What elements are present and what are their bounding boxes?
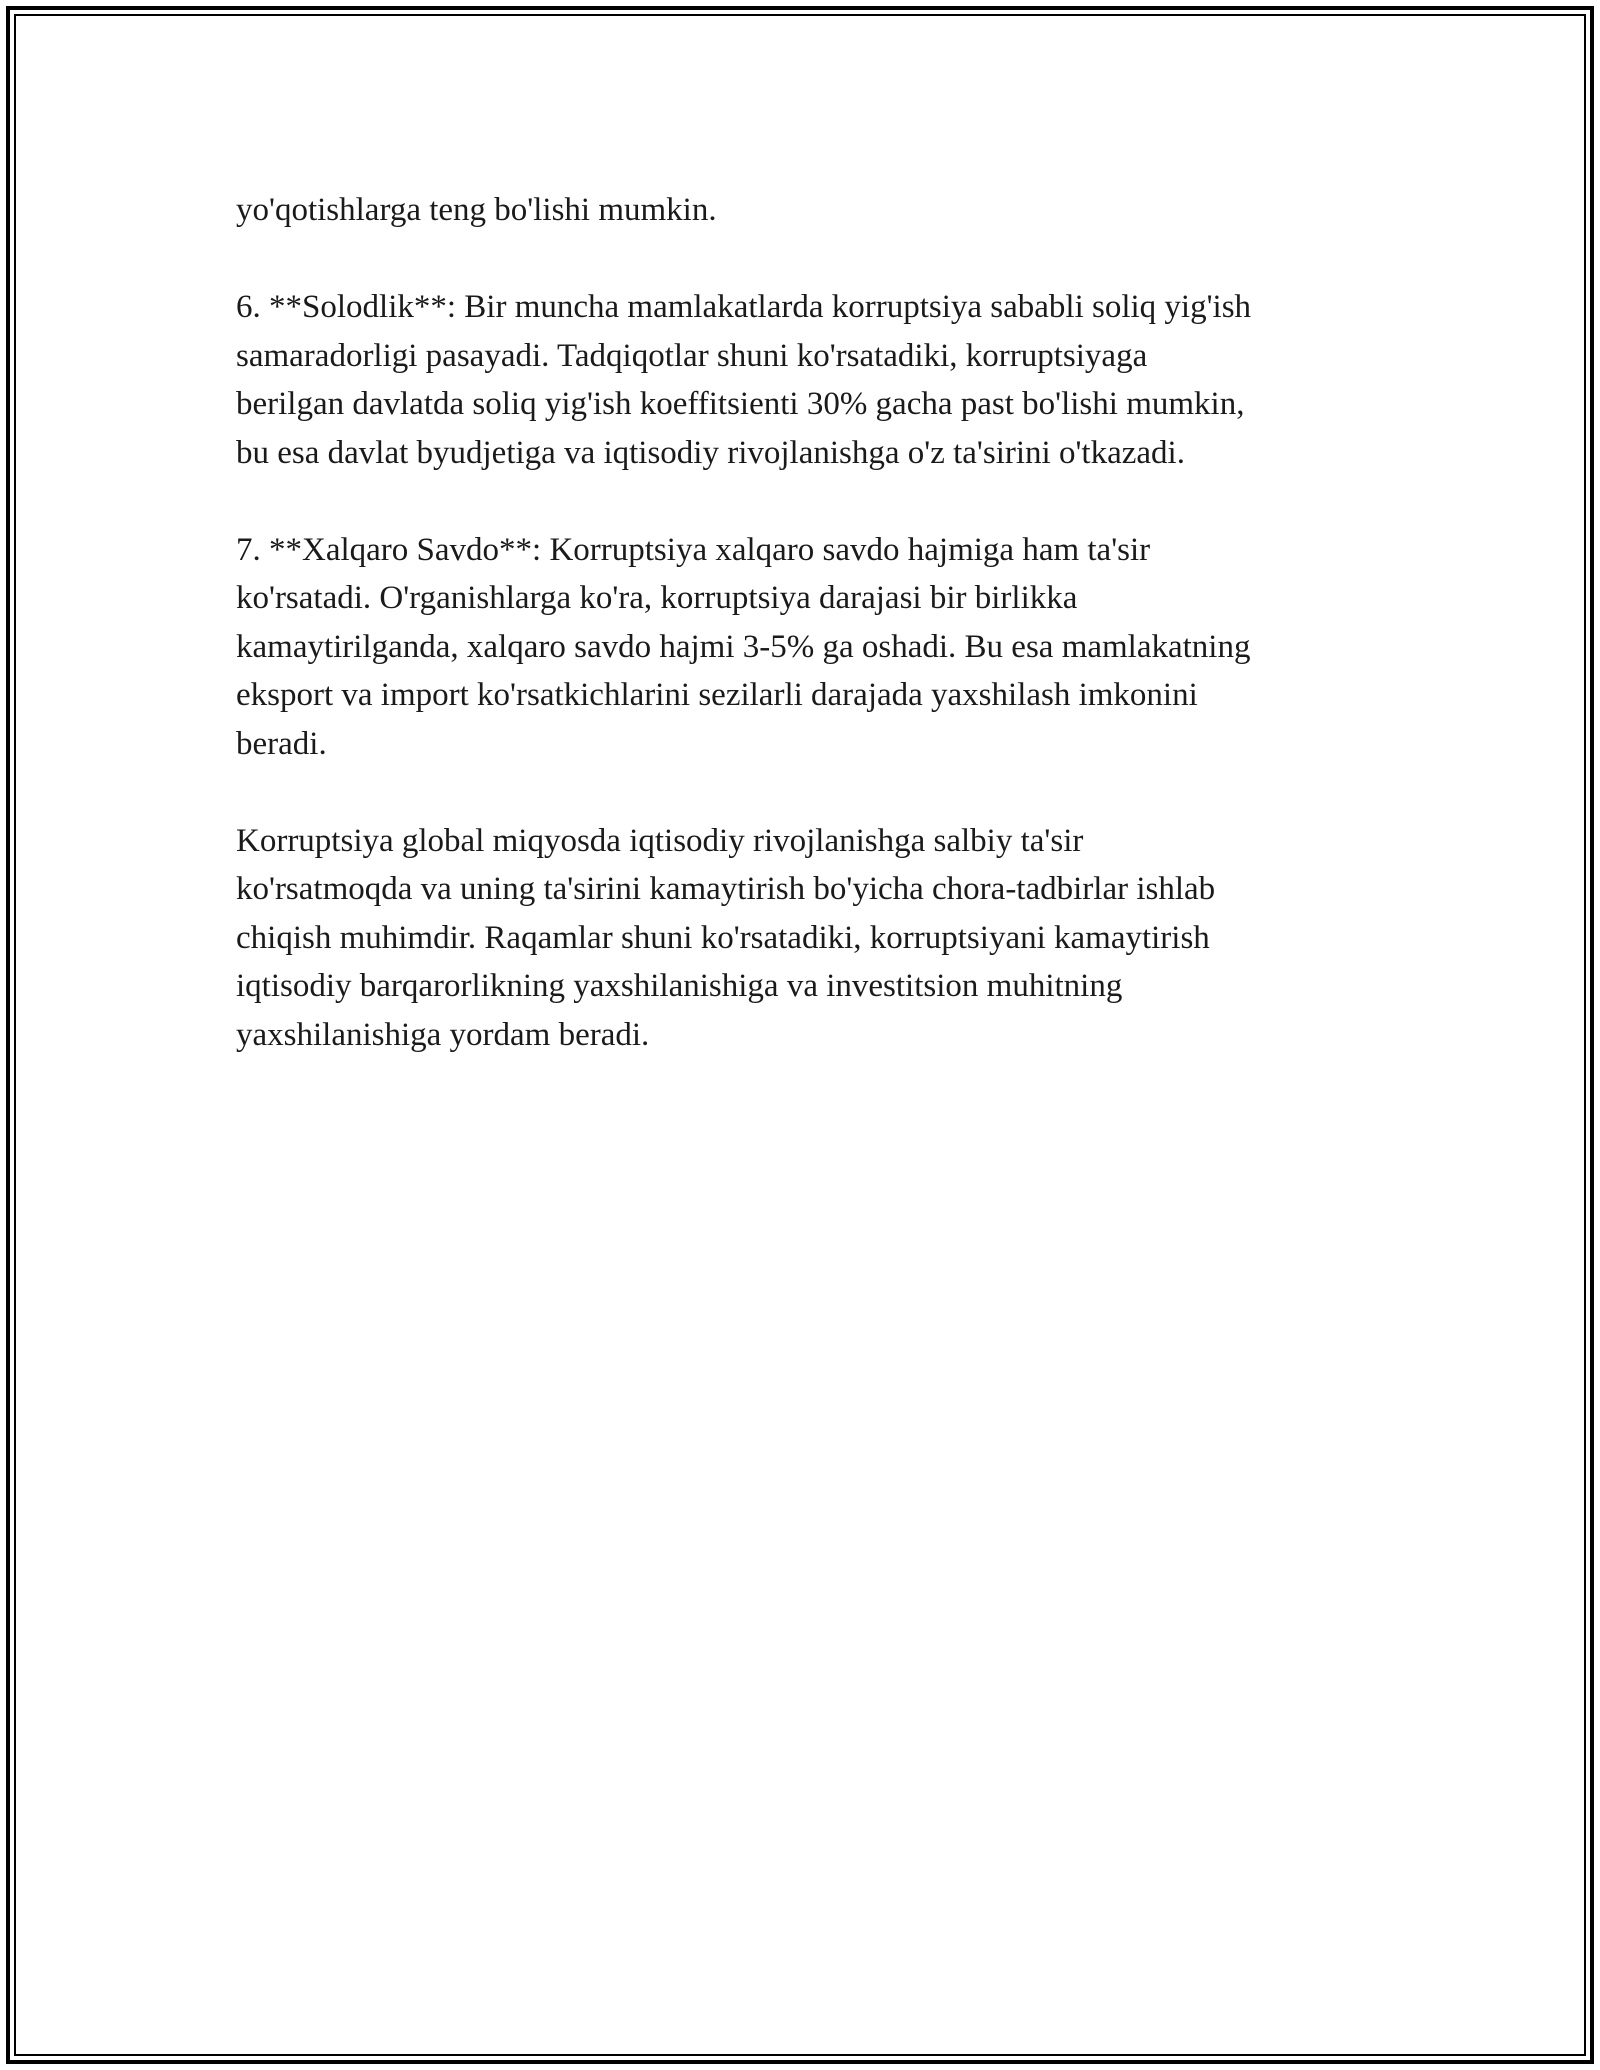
text-line: samaradorligi pasayadi. Tadqiqotlar shuni ko'rsatadiki, korruptsiyaga: [236, 337, 1148, 374]
document-body: [236, 186, 1396, 1108]
paragraph-item-6: [236, 283, 1396, 477]
text-line: ko'rsatmoqda va uning ta'sirini kamaytirish bo'yicha chora-tadbirlar ishlab: [236, 871, 1216, 907]
text-line: beradi.: [236, 725, 327, 762]
text-line: iqtisodiy barqarorlikning yaxshilanishiga va investitsion muhitning: [236, 968, 1123, 1004]
text-line: berilgan davlatda soliq yig'ish koeffitsienti 30% gacha past bo'lishi mumkin,: [236, 386, 1245, 422]
text-line: chiqish muhimdir. Raqamlar shuni ko'rsatadiki, korruptsiyani kamaytirish: [236, 919, 1210, 956]
text-line: 7. **Xalqaro Savdo**: Korruptsiya xalqaro savdo hajmiga ham ta'sir: [236, 531, 1151, 568]
text-line: yo'qotishlarga teng bo'lishi mumkin.: [236, 192, 717, 228]
text-line: yaxshilanishiga yordam beradi.: [236, 1016, 650, 1053]
paragraph-conclusion: [236, 817, 1396, 1060]
text-line: eksport va import ko'rsatkichlarini sezilarli darajada yaxshilash imkonini: [236, 677, 1198, 713]
text-line: ko'rsatadi. O'rganishlarga ko'ra, korruptsiya darajasi bir birlikka: [236, 580, 1078, 616]
paragraph-continuation: [236, 186, 1396, 235]
text-line: Korruptsiya global miqyosda iqtisodiy rivojlanishga salbiy ta'sir: [236, 822, 1084, 859]
paragraph-item-7: [236, 526, 1396, 769]
text-line: bu esa davlat byudjetiga va iqtisodiy rivojlanishga o'z ta'sirini o'tkazadi.: [236, 434, 1185, 471]
text-line: kamaytirilganda, xalqaro savdo hajmi 3-5% ga oshadi. Bu esa mamlakatning: [236, 628, 1251, 665]
text-line: 6. **Solodlik**: Bir muncha mamlakatlarda korruptsiya sababli soliq yig'ish: [236, 289, 1252, 325]
